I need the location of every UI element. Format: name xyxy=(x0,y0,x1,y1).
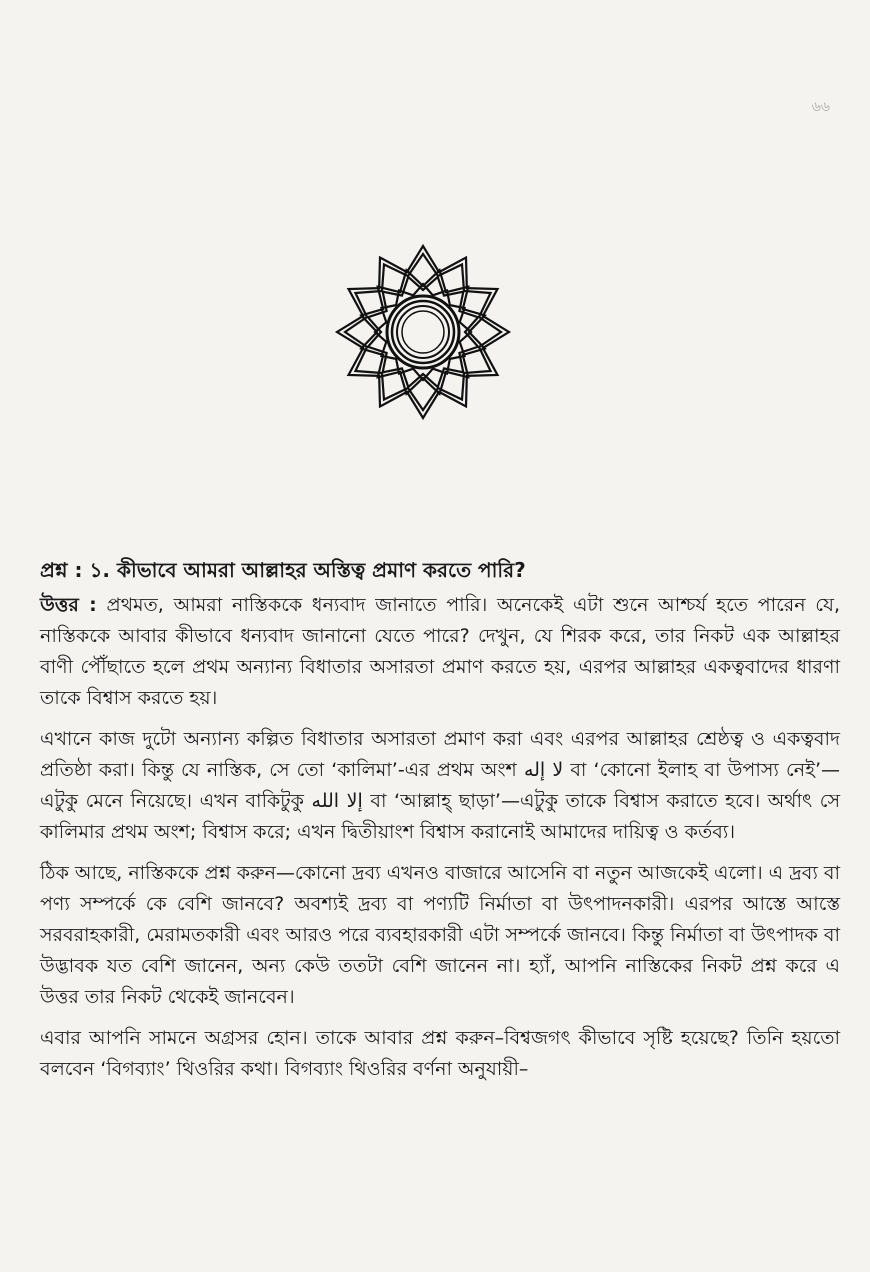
main-content xyxy=(40,555,840,1095)
page-header xyxy=(0,95,870,125)
ornament-ring xyxy=(397,306,449,358)
ornament-star xyxy=(375,284,471,380)
answer-paragraph-4: এবার আপনি সামনে অগ্রসর হোন। তাকে আবার প্রশ্ন করুন–বিশ্বজগৎ কীভাবে সৃষ্টি হয়েছে? তিনি হয়তো বলবেন ‘বিগব্যাং’ থিওরির কথা। বিগব্যাং থিওরির বর্ণনা অনুযায়ী– xyxy=(40,1027,840,1080)
answer-paragraph-3: ঠিক আছে, নাস্তিককে প্রশ্ন করুন—কোনো দ্রব্য এখনও বাজারে আসেনি বা নতুন আজকেই এলো। এ দ্রব্য বা পণ্য সম্পর্কে কে বেশি জানবে? অবশ্যই দ্রব্য বা পণ্যটি নির্মাতা বা উৎপাদনকারী। এরপর আস্তে আস্তে সরবরাহকারী, মেরামতকারী এবং আরও পরে ব্যবহারকারী এটা সম্পর্কে জানবে। কিন্তু নির্মাতা বা উৎপাদক বা উদ্ভাবক যত বেশি জানেন, অন্য কেউ ততটা বেশি জানেন না। হ্যাঁ, আপনি নাস্তিকের নিকট প্রশ্ন করে এ উত্তর তার নিকট থেকেই জানবেন। xyxy=(40,862,840,1008)
ornament-star xyxy=(368,277,478,387)
page-number: ৬৬ xyxy=(811,99,830,115)
ornament-star xyxy=(345,254,501,410)
answer-text-1: প্রথমত, আমরা নাস্তিককে ধন্যবাদ জানাতে পারি। অনেকেই এটা শুনে আশ্চর্য হতে পারেন যে, নাস্তিককে আবার কীভাবে ধন্যবাদ জানানো যেতে পারে? দেখুন, যে শিরক করে, তার নিকট এক আল্লাহর বাণী পৌঁছাতে হলে প্রথম অন্যান্য বিধাতার অসারতা প্রমাণ করতে হয়, এরপর আল্লাহর একত্ববাদের ধারণা তাকে বিশ্বাস করতে হয়। xyxy=(40,594,840,709)
question-heading: প্রশ্ন : ১. কীভাবে আমরা আল্লাহর অস্তিত্ব প্রমাণ করতে পারি? xyxy=(40,558,526,582)
answer-paragraph-2: এখানে কাজ দুটো অন্যান্য কল্পিত বিধাতার অসারতা প্রমাণ করা এবং এরপর আল্লাহর শ্রেষ্ঠত্ব ও একত্ববাদ প্রতিষ্ঠা করা। কিন্তু যে নাস্তিক, সে তো ‘কালিমা’-এর প্রথম অংশ لا إله বা ‘কোনো ইলাহ বা উপাস্য নেই’—এটুকু মেনে নিয়েছে। এখন বাকিটুকু إلا الله বা ‘আল্লাহ্‌ ছাড়া’—এটুকু তাকে বিশ্বাস করাতে হবে। অর্থাৎ সে কালিমার প্রথম অংশ; বিশ্বাস করে; এখন দ্বিতীয়াংশ বিশ্বাস করানোই আমাদের দায়িত্ব ও কর্তব্য। xyxy=(40,728,840,843)
star-rosette-ornament-icon xyxy=(333,242,513,422)
ornament-star xyxy=(337,246,509,418)
ornament-ring xyxy=(402,311,444,353)
answer-paragraph-1 xyxy=(40,590,840,714)
answer-label: উত্তর : xyxy=(40,594,97,616)
